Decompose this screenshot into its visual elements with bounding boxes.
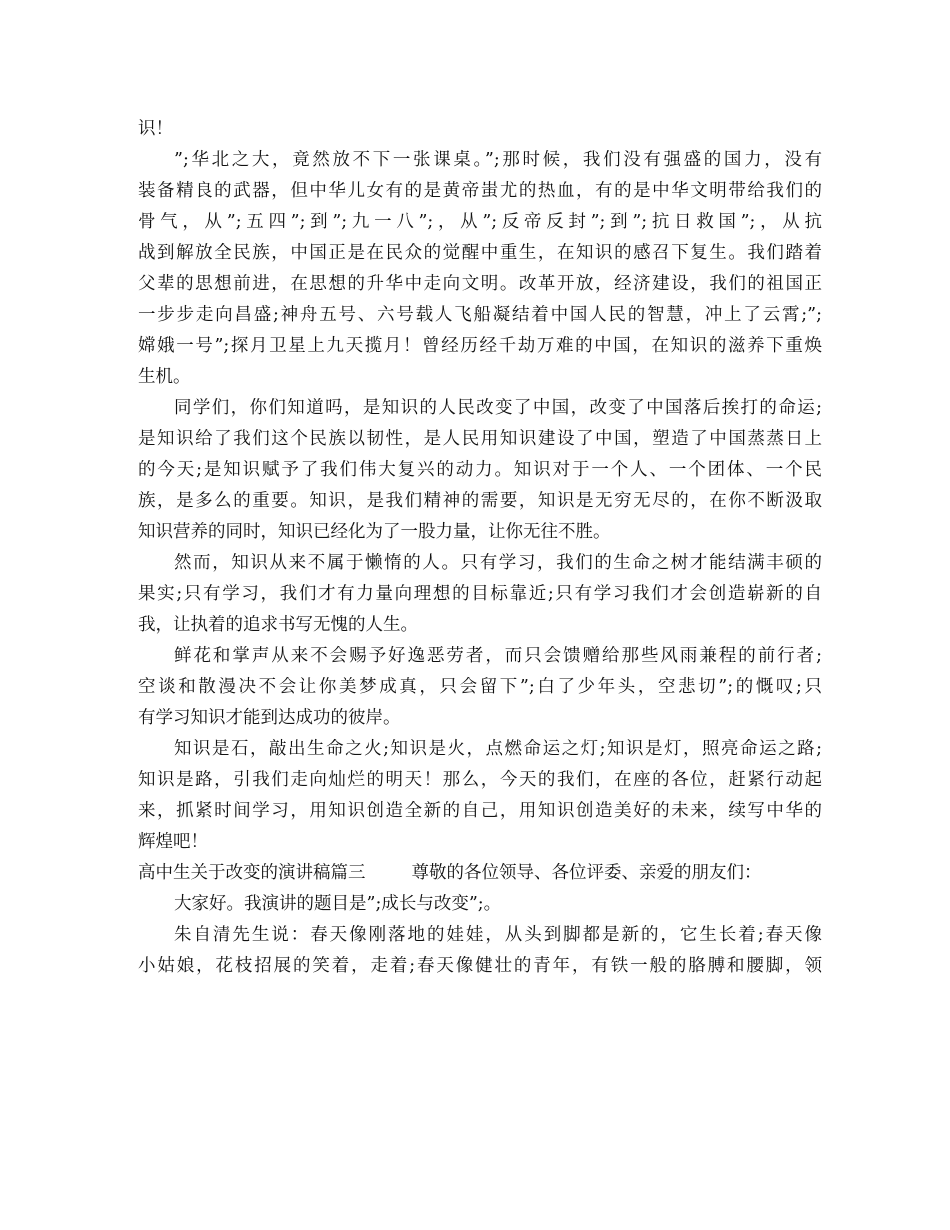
heading-title: 高中生关于改变的演讲稿篇三 [138, 863, 366, 883]
text-line: 果实;只有学习，我们才有力量向理想的目标靠近;只有学习我们才会创造崭新的自 [138, 584, 822, 604]
text-line: ”;华北之大，竟然放不下一张课桌。”;那时候，我们没有强盛的国力，没有 [174, 150, 822, 170]
text-line: 辉煌吧！ [138, 832, 208, 852]
text-line: 一步步走向昌盛;神舟五号、六号载人飞船凝结着中国人民的智慧，冲上了云霄;”; [138, 305, 822, 325]
text-line: 然而，知识从来不属于懒惰的人。只有学习，我们的生命之树才能结满丰硕的 [174, 553, 822, 573]
text-line: 战到解放全民族，中国正是在民众的觉醒中重生，在知识的感召下复生。我们踏着 [138, 243, 822, 263]
text-line: 识！ [138, 119, 173, 139]
text-line: 是知识给了我们这个民族以韧性，是人民用知识建设了中国，塑造了中国蒸蒸日上 [138, 429, 822, 449]
text-line: 父辈的思想前进，在思想的升华中走向文明。改革开放，经济建设，我们的祖国正 [138, 274, 822, 294]
text-line: 知识营养的同时，知识已经化为了一股力量，让你无往不胜。 [138, 522, 611, 542]
text-line: 有学习知识才能到达成功的彼岸。 [138, 708, 401, 728]
text-line: 大家好。我演讲的题目是”;成长与改变”;。 [174, 894, 502, 914]
text-line: 朱自清先生说：春天像刚落地的娃娃，从头到脚都是新的，它生长着;春天像 [174, 925, 822, 945]
text-line: 骨气，从”;五四”;到”;九一八”;，从”;反帝反封”;到”;抗日救国”;，从抗 [138, 212, 822, 232]
heading-salutation: 尊敬的各位领导、各位评委、亲爱的朋友们： [411, 863, 762, 883]
text-line: 装备精良的武器，但中华儿女有的是黄帝蚩尤的热血，有的是中华文明带给我们的 [138, 181, 822, 201]
text-line: 小姑娘，花枝招展的笑着，走着;春天像健壮的青年，有铁一般的胳膊和腰脚，领 [138, 956, 822, 976]
text-line: 空谈和散漫决不会让你美梦成真，只会留下”;白了少年头，空悲切”;的慨叹;只 [138, 677, 822, 697]
text-line: 知识是路，引我们走向灿烂的明天！那么，今天的我们，在座的各位，赶紧行动起 [138, 770, 822, 790]
document-body [138, 114, 822, 982]
text-line: 鲜花和掌声从来不会赐予好逸恶劳者，而只会馈赠给那些风雨兼程的前行者; [174, 646, 822, 666]
text-line: 生机。 [138, 367, 191, 387]
text-line: 知识是石，敲出生命之火;知识是火，点燃命运之灯;知识是灯，照亮命运之路; [174, 739, 822, 759]
text-line: 族，是多么的重要。知识，是我们精神的需要，知识是无穷无尽的，在你不断汲取 [138, 491, 822, 511]
text-line: 来，抓紧时间学习，用知识创造全新的自己，用知识创造美好的未来，续写中华的 [138, 801, 822, 821]
text-line: 我，让执着的追求书写无愧的人生。 [138, 615, 418, 635]
text-line: 嫦娥一号”;探月卫星上九天揽月！曾经历经千劫万难的中国，在知识的滋养下重焕 [138, 336, 822, 356]
text-line: 同学们，你们知道吗，是知识的人民改变了中国，改变了中国落后挨打的命运; [174, 398, 822, 418]
text-line: 的今天;是知识赋予了我们伟大复兴的动力。知识对于一个人、一个团体、一个民 [138, 460, 822, 480]
section-heading [138, 858, 822, 889]
